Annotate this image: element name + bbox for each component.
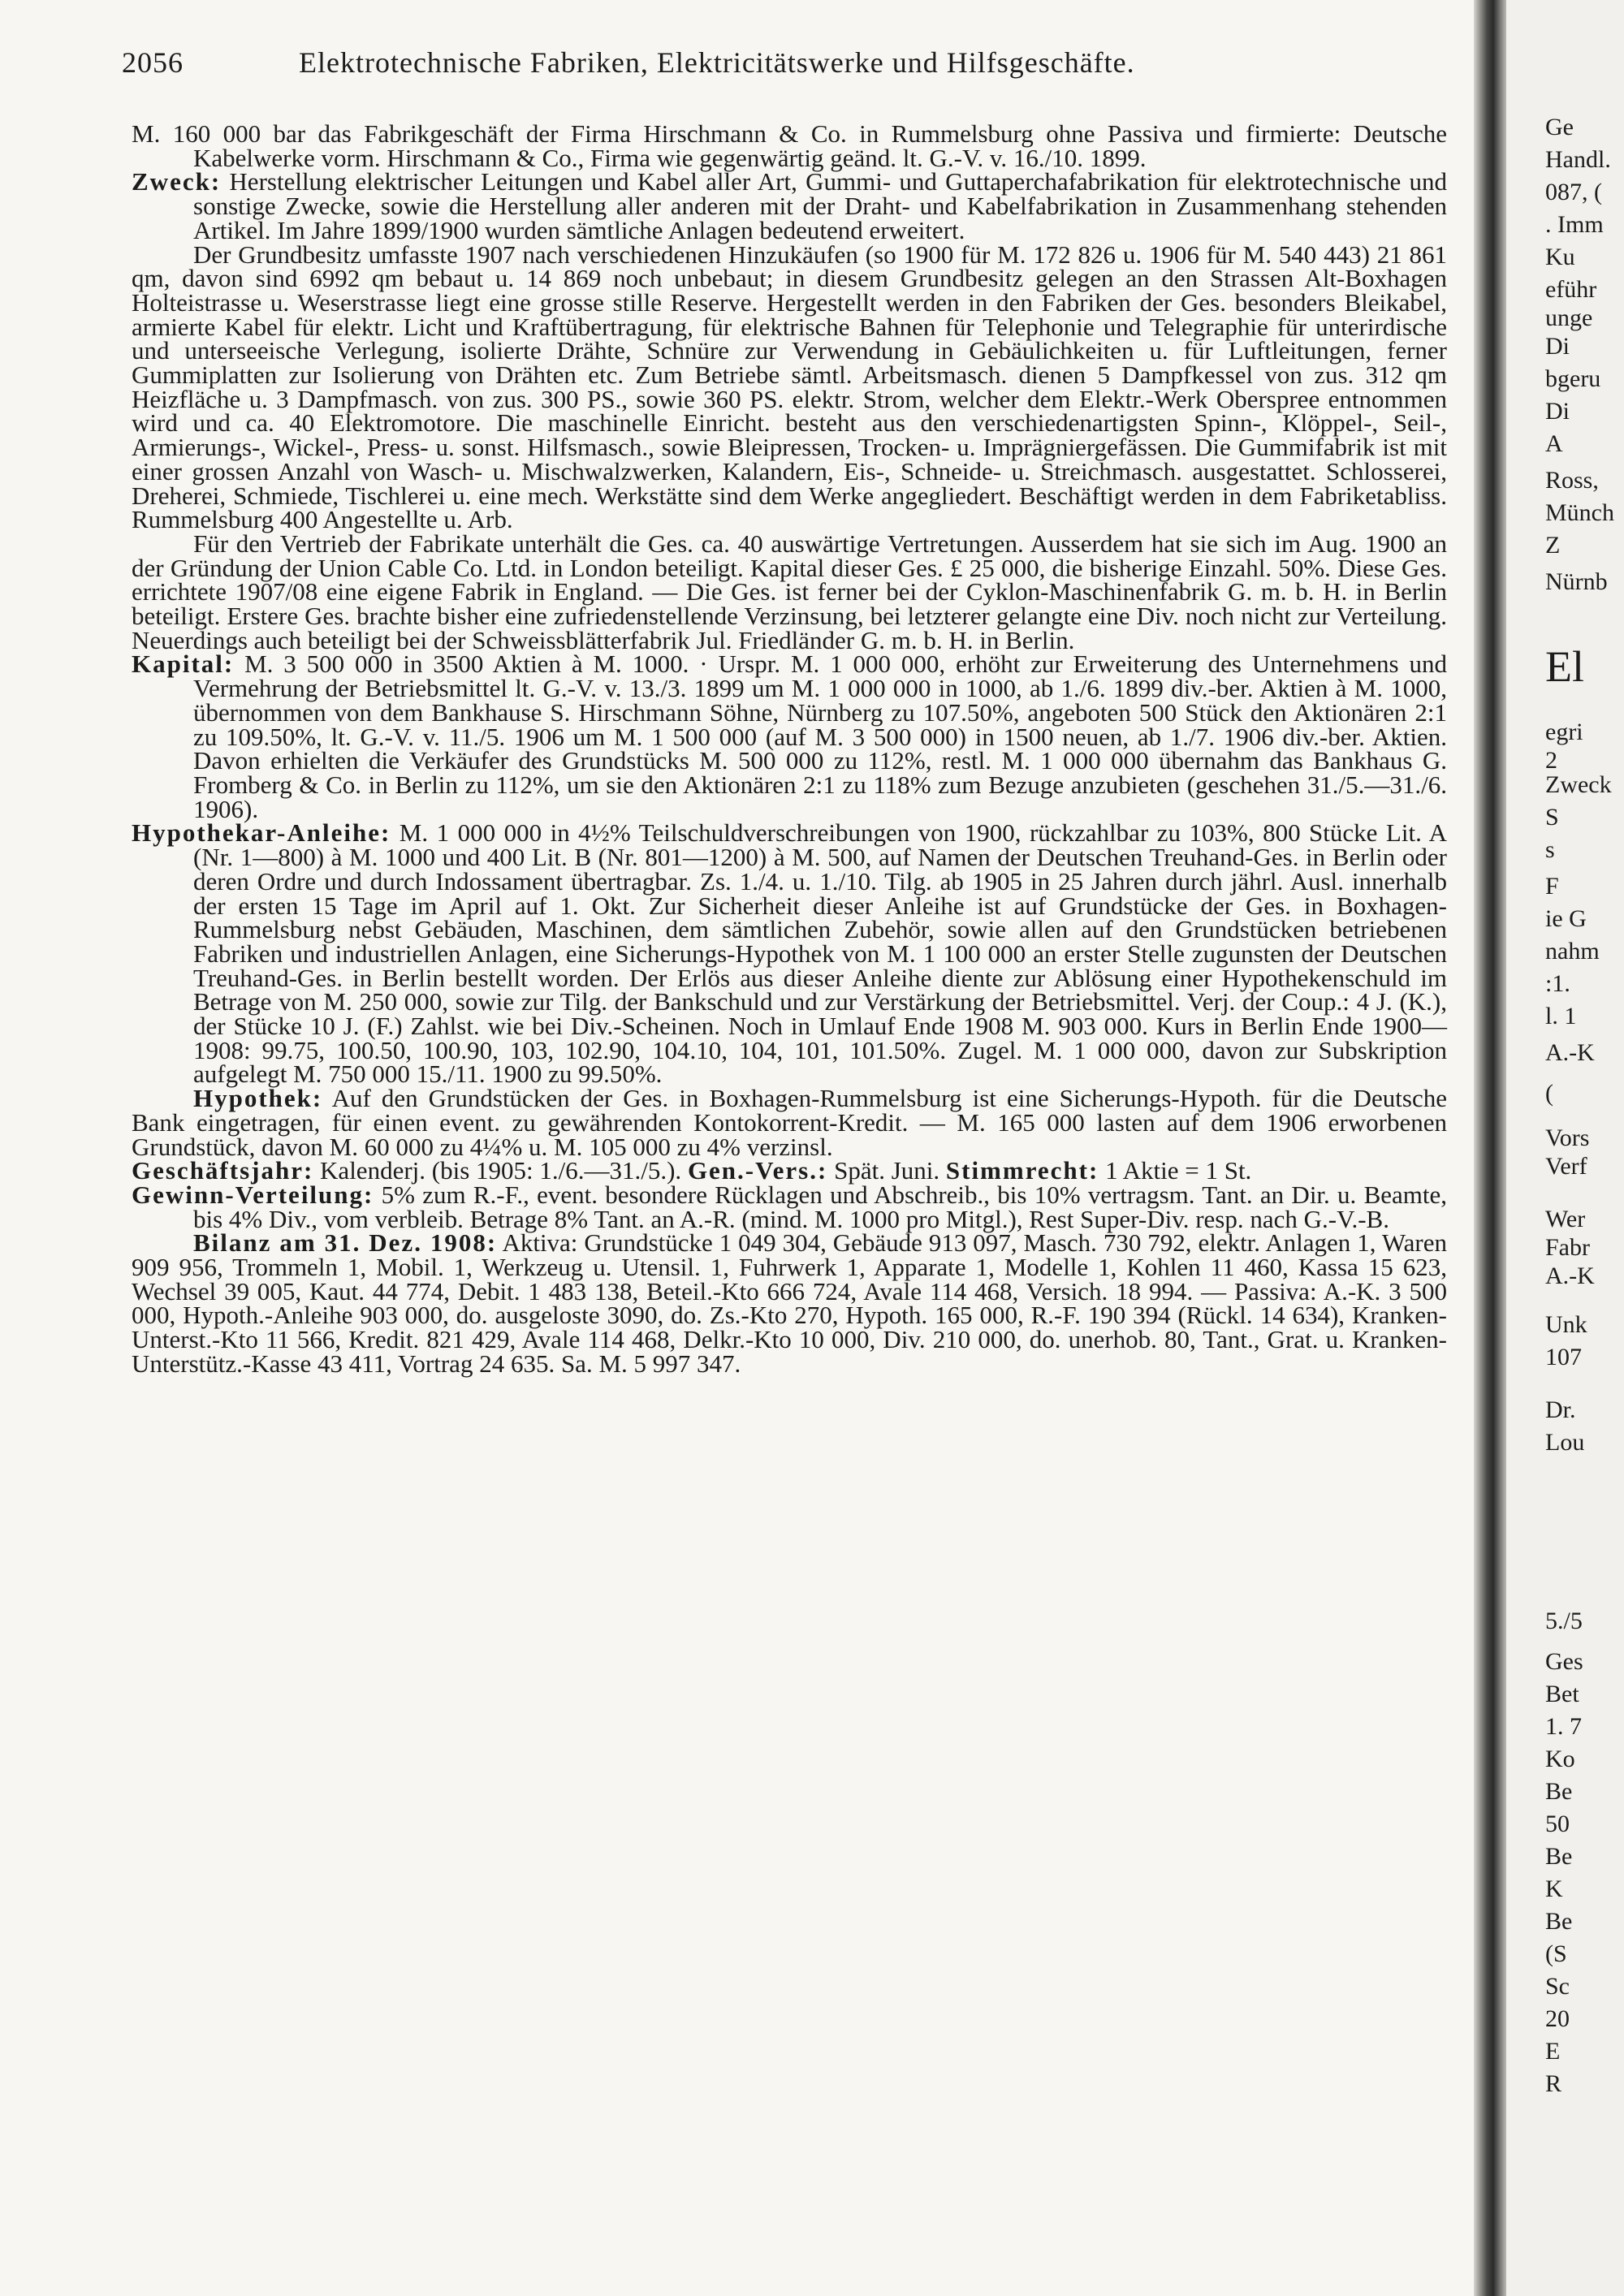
article-body [132,119,1448,1378]
page-header [122,45,1437,86]
adjacent-page-fragment: 1. 7 [1545,1713,1582,1740]
adjacent-page-fragment: R [1545,2070,1562,2097]
hypothek-text: Auf den Grundstücken der Ges. in Boxhagen-Rummelsburg ist eine Sicherungs-Hypoth. für die Deutsche Bank eingetragen, für einen event. zu gewährenden Kontokorrent-Kredit. — M. 165 000 lasten auf dem 1906 erworbenen Grundstück, davon M. 60 000 zu 4¼% u. M. 105 000 zu 4% verzinsl. [132,1084,1447,1161]
gewinn-label: Gewinn-Verteilung: [132,1180,374,1209]
adjacent-page-fragment: K [1545,1875,1563,1902]
adjacent-page-fragment: Lou [1545,1429,1585,1456]
hypothekar-label: Hypothekar-Anleihe: [132,818,391,848]
adjacent-page-fragment: Bet [1545,1681,1579,1707]
adjacent-page-fragment: Münch [1545,499,1614,526]
adjacent-page-fragment: Sc [1545,1973,1570,2000]
geschaeftsjahr-paragraph [132,1156,1447,1185]
adjacent-page-fragment: Dr. [1545,1396,1576,1423]
kapital-label: Kapital: [132,650,235,679]
adjacent-page-fragment: El [1545,642,1584,691]
adjacent-page-fragment: Unk [1545,1311,1587,1338]
adjacent-page-fragment: A.-K [1545,1039,1595,1066]
genvers-label: Gen.-Vers.: [687,1156,828,1185]
geschaeftsjahr-label: Geschäftsjahr: [132,1156,314,1185]
adjacent-page-fragment: :1. [1545,970,1570,997]
adjacent-page-fragment: Di [1545,333,1570,360]
adjacent-page-fragment: Ges [1545,1648,1583,1675]
adjacent-page-fragment: Ko [1545,1746,1575,1772]
adjacent-page-fragment: Be [1545,1843,1573,1870]
adjacent-page-fragment: Vors [1545,1124,1590,1151]
hypothekar-text: M. 1 000 000 in 4½% Teilschuldverschreibungen von 1900, rückzahlbar zu 103%, 800 Stücke Lit. A (Nr. 1—800) à M. 1000 und 400 Lit. B (Nr. 801—1200) à M. 500, auf Namen der Deutschen Treuhand-Ges. in Berlin oder deren Ordre und durch Indossament übertragbar. Zs. 1./4. u. 1./10. Tilg. ab 1905 in 25 Jahren durch jährl. Ausl. innerhalb der ersten 15 Tage im April auf 1. Okt. Zur Sicherheit dieser Anleihe ist auf Grundstücke der Ges. in Boxhagen-Rummelsburg nebst Gebäuden, Maschinen, dem sämtlichen Zubehör, sowie allen auf den Grundstücken betriebenen Fabriken und industriellen Anlagen, eine Sicherungs-Hypothek von M. 1 100 000 an erster Stelle zugunsten der Deutschen Treuhand-Ges. in Berlin bestellt worden. Der Erlös aus dieser Anleihe diente zur Ablösung einer Hypothekenschuld im Betrage von M. 250 000, sowie zur Tilg. der Bankschuld und zur Verstärkung der Betriebsmittel. Verj. der Coup.: 4 J. (K.), der Stücke 10 J. (F.) Zahlst. wie bei Div.-Scheinen. Noch in Umlauf Ende 1908 M. 903 000. Kurs in Berlin Ende 1900—1908: 99.75, 100.50, 100.90, 103, 102.90, 104.10, 104, 101, 101.50%. Zugel. M. 1 000 000, davon zur Subskription aufgelegt M. 750 000 15./11. 1900 zu 99.50%. [193,818,1447,1089]
stimmrecht-text: 1 Aktie = 1 St. [1105,1156,1252,1185]
adjacent-page-fragment: Handl. [1545,146,1611,173]
adjacent-page-fragment: . Imm [1545,211,1604,238]
zweck-text: Herstellung elektrischer Leitungen und Kabel aller Art, Gummi- und Guttaperchafabrikation für elektrotechnische und sonstige Zwecke, sowie die Herstellung aller anderen mit der Draht- und Kabelfabrikation in Zusammenhang stehenden Artikel. Im Jahre 1899/1900 wurden sämtliche Anlagen bedeutend erweitert. [193,167,1447,244]
grundbesitz-paragraph: Der Grundbesitz umfasste 1907 nach verschiedenen Hinzukäufen (so 1900 für M. 172 826 u. 1906 für M. 540 443) 21 861 qm, davon sind 6992 qm bebaut u. 14 869 noch unbebaut; in diesem Grundbesitz gelegen an den Strassen Alt-Boxhagen Holteistrasse u. Weserstrasse liegt eine grosse stille Reserve. Hergestellt werden in den Fabriken der Ges. besonders Bleikabel, armierte Kabel für elektr. Licht und Kraftübertragung, für elektrische Bahnen für Telephonie und Telegraphie für unterirdische und unterseeische Verlegung, isolierte Drähte, Schnüre zur Verwendung in Gebäulichkeiten u. für Luftleitungen, ferner Gummiplatten zur Isolierung von Drähten etc. Zum Betriebe sämtl. Arbeitsmasch. dienen 5 Dampfkessel von zus. 312 qm Heizfläche u. 3 Dampfmasch. von zus. 300 PS., sowie 360 PS. elektr. Strom, welcher dem Elektr.-Werk Oberspree entnommen wird und ca. 40 Elektromotore. Die maschinelle Einricht. besteht aus den verschiedenartigsten Spinn-, Klöppel-, Seil-, Armierungs-, Wickel-, Press- u. sonst. Hilfsmasch., sowie Bleipressen, Trocken- u. Imprägniergefässen. Die Gummifabrik ist mit einer grossen Anzahl von Wasch- u. Mischwalzwerken, Kalandern, Eis-, Schneide- u. Streichmasch. ausgestattet. Schlosserei, Dreherei, Schmiede, Tischlerei u. eine mech. Werkstätte sind dem Werke angegliedert. Beschäftigt werden in dem Fabriketabliss. Rummelsburg 400 Angestellte u. Arb. [132,240,1447,534]
bilanz-label: Bilanz am 31. Dez. 1908: [193,1228,498,1258]
bilanz-text: Aktiva: Grundstücke 1 049 304, Gebäude 913 097, Masch. 730 792, elektr. Anlagen 1, Waren 909 956, Trommeln 1, Mobil. 1, Werkzeug u. Utensil. 1, Fuhrwerk 1, Apparate 1, Modelle 1, Kohlen 11 460, Kassa 15 623, Wechsel 39 005, Kaut. 44 774, Debit. 1 483 138, Beteil.-Kto 666 724, Avale 114 468, Versich. 18 994. — Passiva: A.-K. 3 500 000, Hypoth.-Anleihe 903 000, do. ausgeloste 3090, do. Zs.-Kto 270, Hypoth. 165 000, R.-F. 190 394 (Rückl. 14 634), Kranken-Unterst.-Kto 11 566, Kredit. 821 429, Avale 114 468, Delkr.-Kto 10 000, Div. 210 000, do. unerhob. 80, Tant., Grat. u. Kranken-Unterstütz.-Kasse 43 411, Vortrag 24 635. Sa. M. 5 997 347. [132,1228,1447,1378]
running-title: Elektrotechnische Fabriken, Elektricitätswerke und Hilfsgeschäfte. [299,46,1135,79]
gewinn-paragraph [132,1180,1448,1233]
gewinn-text: 5% zum R.-F., event. besondere Rücklagen und Abschreib., bis 10% vertragsm. Tant. an Dir. u. Beamte, bis 4% Div., vom verbleib. Betrage 8% Tant. an A.-R. (mind. M. 1000 pro Mitgl.), Rest Super-Div. resp. nach G.-V.-B. [193,1180,1448,1233]
adjacent-page-fragment: A.-K [1545,1262,1595,1289]
adjacent-page-fragment: ( [1545,1080,1553,1107]
adjacent-page-fragment: S [1545,804,1559,831]
adjacent-page-fragment: Ge [1545,114,1574,140]
adjacent-page-fragment: Verf [1545,1153,1587,1180]
adjacent-page-fragment: E [1545,2038,1561,2065]
intro-paragraph: M. 160 000 bar das Fabrikgeschäft der Firma Hirschmann & Co. in Rummelsburg ohne Passiva und firmierte: Deutsche Kabelwerke vorm. Hirschmann & Co., Firma wie gegenwärtig geänd. lt. G.-V. v. 16./10. 1899. [132,119,1447,172]
vertrieb-paragraph: Für den Vertrieb der Fabrikate unterhält die Ges. ca. 40 auswärtige Vertretungen. Ausserdem hat sie sich im Aug. 1900 an der Gründung der Union Cable Co. Ltd. in London beteiligt. Kapital dieser Ges. £ 25 000, die bisherige Einzahl. 50%. Diese Ges. errichtete 1907/08 eine eigene Fabrik in England. — Die Ges. ist ferner bei der Cyklon-Maschinenfabrik G. m. b. H. in Berlin beteiligt. Erstere Ges. brachte bisher eine zufriedenstellende Verzinsung, bei letzterer gelangte eine Div. noch nicht zur Verteilung. Neuerdings auch beteiligt bei der Schweissblätterfabrik Jul. Friedländer G. m. b. H. in Berlin. [132,529,1447,654]
hypothek-paragraph [132,1086,1447,1159]
kapital-text: M. 3 500 000 in 3500 Aktien à M. 1000. · Urspr. M. 1 000 000, erhöht zur Erweiterung des Unternehmens und Vermehrung der Betriebsmittel lt. G.-V. v. 13./3. 1899 um M. 1 000 000 in 1000, ab 1./6. 1899 div.-ber. Aktien à M. 1000, übernommen von dem Bankhause S. Hirschmann Söhne, Nürnberg zu 107.50%, angeboten 500 Stück den Aktionären 2:1 zu 109.50%, lt. G.-V. v. 11./5. 1906 um M. 1 500 000 (auf M. 3 500 000) in 1500 neuen, ab 1./7. 1906 div.-ber. Aktien. Davon erhielten die Verkäufer des Grundstücks M. 500 000 zu 112%, restl. M. 1 000 000 übernahm das Bankhaus G. Fromberg & Co. in Berlin zu 112%, um sie den Aktionären 2:1 zu 118% zum Bezuge anzubieten (geschehen 31./5.—31./6. 1906). [193,650,1447,823]
adjacent-page-fragment: Be [1545,1908,1573,1935]
genvers-text: Spät. Juni. [834,1156,940,1185]
adjacent-page-fragment: Be [1545,1778,1573,1805]
adjacent-page-fragment: Nürnb [1545,568,1608,595]
adjacent-page-fragment: 50 [1545,1810,1570,1837]
adjacent-page-strip [1506,0,1624,2296]
bilanz-paragraph [132,1228,1447,1378]
adjacent-page-fragment: unge [1545,304,1593,331]
adjacent-page-fragment: Wer [1545,1206,1586,1232]
adjacent-page-fragment: 2 [1545,747,1557,774]
adjacent-page-fragment: 20 [1545,2005,1570,2032]
adjacent-page-fragment: Fabr [1545,1234,1590,1261]
adjacent-page-fragment: bgeru [1545,365,1601,392]
adjacent-page-fragment: Ku [1545,244,1575,270]
page-number: 2056 [122,46,184,79]
adjacent-page-fragment: (S [1545,1940,1567,1967]
adjacent-page-fragment: nahm [1545,938,1600,965]
zweck-paragraph [132,167,1447,244]
adjacent-page-fragment: eführ [1545,276,1597,303]
adjacent-page-fragment: Z [1545,532,1561,559]
kapital-paragraph [132,652,1447,821]
book-gutter [1474,0,1506,2296]
adjacent-page-fragment: egri [1545,719,1583,745]
adjacent-page-fragment: Di [1545,398,1570,425]
adjacent-page-fragment: A [1545,430,1563,457]
adjacent-page-fragment: Zweck [1545,771,1612,798]
adjacent-page-fragment: 5./5 [1545,1608,1583,1634]
adjacent-page-fragment: ie G [1545,905,1587,932]
geschaeftsjahr-text: Kalenderj. (bis 1905: 1./6.—31./5.). [320,1156,682,1185]
zweck-label: Zweck: [132,167,222,196]
adjacent-page-fragment: 087, ( [1545,179,1602,205]
adjacent-page-fragment: l. 1 [1545,1003,1577,1029]
adjacent-page-fragment: s [1545,836,1555,863]
adjacent-page-fragment: F [1545,873,1559,900]
adjacent-page-fragment: Ross, [1545,467,1599,494]
adjacent-page-fragment: 107 [1545,1344,1582,1370]
hypothekar-paragraph [132,818,1447,1089]
hypothek-label: Hypothek: [193,1084,323,1113]
stimmrecht-label: Stimmrecht: [945,1156,1099,1185]
